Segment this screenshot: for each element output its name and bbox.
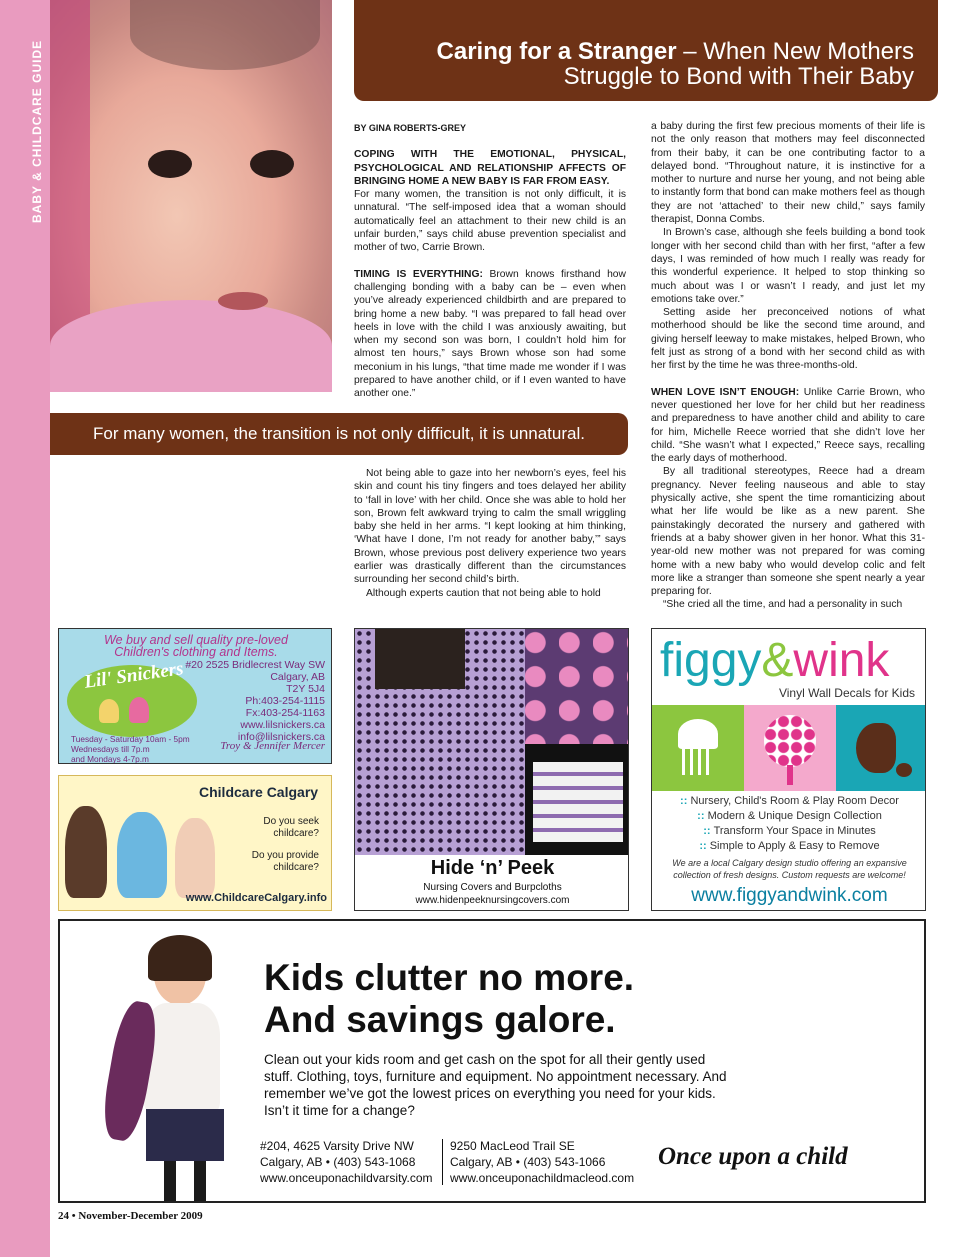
pull-quote: For many women, the transition is not only difficult, it is unnatural. [50, 413, 628, 455]
article-title-line2: Struggle to Bond with Their Baby [563, 63, 914, 90]
ad-title: Hide ‘n’ Peek [430, 857, 555, 879]
ad-title: Childcare Calgary [199, 784, 319, 800]
article-title-line1: Caring for a Stranger – When New Mothers [436, 38, 914, 65]
ad-website-link[interactable]: www.ChildcareCalgary.info [185, 892, 327, 904]
paragraph: Not being able to gaze into her newborn’s eyes, feel his skin and count his tiny fingers and toes delayed her ability to ‘fall in love’ with her child. Once she was able to hold her son, Brown felt awkward trying to calm the small wriggling baby she held in her arms. “I kept looking at him thinking, ‘What have I done, I’m not ready for another baby,’” says Brown, whose previous post delivery experience two years earlier was drastically different than the circumstances surrounding her second child’s birth. [354, 468, 626, 586]
tree-decal-tile [744, 705, 836, 791]
ad-tagline-2: Children's clothing and Items. [114, 645, 278, 659]
paragraph: Although experts caution that not being able to hold [366, 587, 601, 599]
squirrel-icon [856, 723, 896, 773]
paragraph: WHEN LOVE ISN’T ENOUGH: Unlike Carrie Brown, who never questioned her love for her child but her readiness and preparedness to have another child and ability to care for him, Michelle Reece worried that she didn’t love her child. “She wasn’t what I expected,” Reece says, recalling the early days of motherhood. [651, 386, 926, 465]
paragraph: TIMING IS EVERYTHING: Brown knows firsthand how challenging bonding with a baby can be – even when you’ve already experienced childbirth and are prepared to bring home a new baby. “I was prepared to fall head over heels in love with the child I was anxiously awaiting, but when my second son was born, I couldn’t hold him for almost ten hours,” says Brown whose son had some meconium in his lungs, “that time made me wonder if I was prepared to have another child, or if I even wanted to have another one.” [354, 268, 626, 400]
jellyfish-decal-tile [652, 705, 744, 791]
paragraph: Setting aside her preconceived notions of what motherhood should be like the second time around, and giving herself leeway to make mistakes, helped Brown, who felt just as strong of a bond with her second child as with her first by the time he was three-months-old. [651, 307, 925, 372]
varsity-website-link[interactable]: www.onceuponachildvarsity.com [260, 1171, 433, 1185]
fabric-swatch-photo [525, 629, 629, 744]
girl-photo [120, 931, 220, 1201]
kid-illustration [99, 699, 119, 723]
paragraph: a baby during the first few precious moments of their life is not the only reason that mothers may feel disconnected from their baby, it can be one contributing factor to a delayed bond. “Throughout nature, it is instinctive for a mother to nurture and nurse her young, and not being able to instantly form that bond can make mothers feel as though they are not ‘attached’ to their new child,” says family therapist, Donna Combs. [651, 121, 925, 226]
child-figure [117, 812, 167, 898]
article-title-banner [354, 0, 938, 101]
lead-paragraph: COPING WITH THE EMOTIONAL, PHYSICAL, PSYCHOLOGICAL AND RELATIONSHIP AFFECTS OF BRINGING HOME A NEW BABY IS FAR FROM EASY. [354, 149, 626, 187]
ad-subtitle: Nursing Covers and Burpcloths [423, 882, 562, 893]
child-figure [65, 806, 107, 898]
bullet-item: :: Simple to Apply & Easy to Remove [699, 840, 880, 852]
ad-question-2: Do you provide childcare? [251, 850, 319, 873]
paragraph: For many women, the transition is not only difficult, it is unnatural. “The self-imposed idea that a woman should automatically feel an attachment to their new child is an unfair burden,” says child abuse prevention specialist and mother of two, Carrie Brown. [354, 189, 626, 254]
burpcloth-photo [525, 744, 629, 855]
ad-website-link[interactable]: www.hidenpeeknursingcovers.com [415, 895, 570, 906]
baby-photo [50, 0, 332, 392]
ad-website-link[interactable]: www.figgyandwink.com [691, 885, 888, 906]
paragraph: In Brown’s case, although she feels building a bond took longer with her second child than with her first, “after a few days, I was reminded of how much I really was ready for this wonderful experience. It helped to stop thinking so much about was I or wasn’t I ready, and just let my emotions take over.” [651, 227, 925, 305]
once-upon-a-child-logo: Once upon a child [658, 1143, 848, 1170]
figgy-wink-logo: figgy&wink [660, 634, 890, 687]
ad-figgy-and-wink[interactable] [651, 628, 926, 911]
ad-lil-snickers[interactable] [58, 628, 332, 764]
kid-illustration [129, 697, 149, 723]
divider [442, 1139, 443, 1185]
ad-body: Clean out your kids room and get cash on the spot for all their gently used stuff. Clothing, toys, furniture and equipment. No appointment necessary. And remember we’ve got the lowest prices on everything you need for your kids. Isn’t it time for a change? [264, 1052, 727, 1118]
ad-tagline-1: We buy and sell quality pre-loved [104, 633, 288, 647]
ad-hide-n-peek[interactable] [354, 628, 629, 911]
ad-blurb: We are a local Calgary design studio offering an expansive collection of fresh designs. Custom requests are welcome! [672, 858, 907, 880]
page-footer: 24 • November-December 2009 [58, 1210, 203, 1222]
tree-icon [764, 715, 816, 767]
byline: BY GINA ROBERTS-GREY [354, 123, 467, 133]
section-label: BABY & CHILDCARE GUIDE [30, 40, 44, 224]
ad-hours: Tuesday - Saturday 10am - 5pm Wednesdays till 7p.m and Mondays 4-7p.m [71, 734, 190, 764]
squirrel-decal-tile [836, 705, 926, 791]
subhead: TIMING IS EVERYTHING: [354, 268, 483, 280]
location-macleod: 9250 MacLeod Trail SE Calgary, AB • (403) 543-1066 www.onceuponachildmacleod.com [450, 1139, 635, 1185]
article-column-1-continued [354, 467, 626, 600]
ad-childcare-calgary[interactable] [58, 775, 332, 911]
paragraph: “She cried all the time, and had a personality in such [663, 599, 903, 611]
article-column-1 [354, 122, 626, 401]
location-varsity: #204, 4625 Varsity Drive NW Calgary, AB • (403) 543-1068 www.onceuponachildvarsity.com [260, 1139, 433, 1185]
hair-shape [375, 629, 465, 689]
ad-once-upon-a-child[interactable] [58, 919, 926, 1203]
ad-question-1: Do you seek childcare? [263, 816, 319, 839]
ad-headline: Kids clutter no more. And savings galore. [264, 957, 635, 1040]
ad-bullets [652, 794, 926, 854]
paragraph: By all traditional stereotypes, Reece had a dream pregnancy. Never feeling nauseous and able to stay physically active, she spent the time romanticizing about what her life would be like as a new parent. She painstakingly decorated the nursery and gathered with friends at a baby shower given in her honor. What this 31-year-old new mother was not prepared for was coming home with a new baby who would develop colic and felt more like a stranger than someone she spent nearly a year preparing for. [651, 466, 925, 598]
jellyfish-icon [678, 719, 718, 749]
macleod-website-link[interactable]: www.onceuponachildmacleod.com [450, 1171, 635, 1185]
article-column-2 [651, 120, 925, 612]
bullet-item: :: Modern & Unique Design Collection [697, 810, 882, 822]
bullet-item: :: Transform Your Space in Minutes [703, 825, 876, 837]
child-figure [175, 818, 215, 898]
ad-subtitle: Vinyl Wall Decals for Kids [778, 686, 915, 700]
ad-owners: Troy & Jennifer Mercer [220, 740, 325, 752]
subhead: WHEN LOVE ISN’T ENOUGH: [651, 386, 800, 398]
lil-snickers-logo: Lil' Snickers [83, 658, 185, 693]
bullet-item: :: Nursery, Child's Room & Play Room Decor [680, 795, 899, 807]
ad-contact: #20 2525 Bridlecrest Way SW Calgary, AB T2Y 5J4 Ph:403-254-1115 Fx:403-254-1163 www.lilsnickers.ca info@lilsnickers.ca [185, 659, 325, 743]
